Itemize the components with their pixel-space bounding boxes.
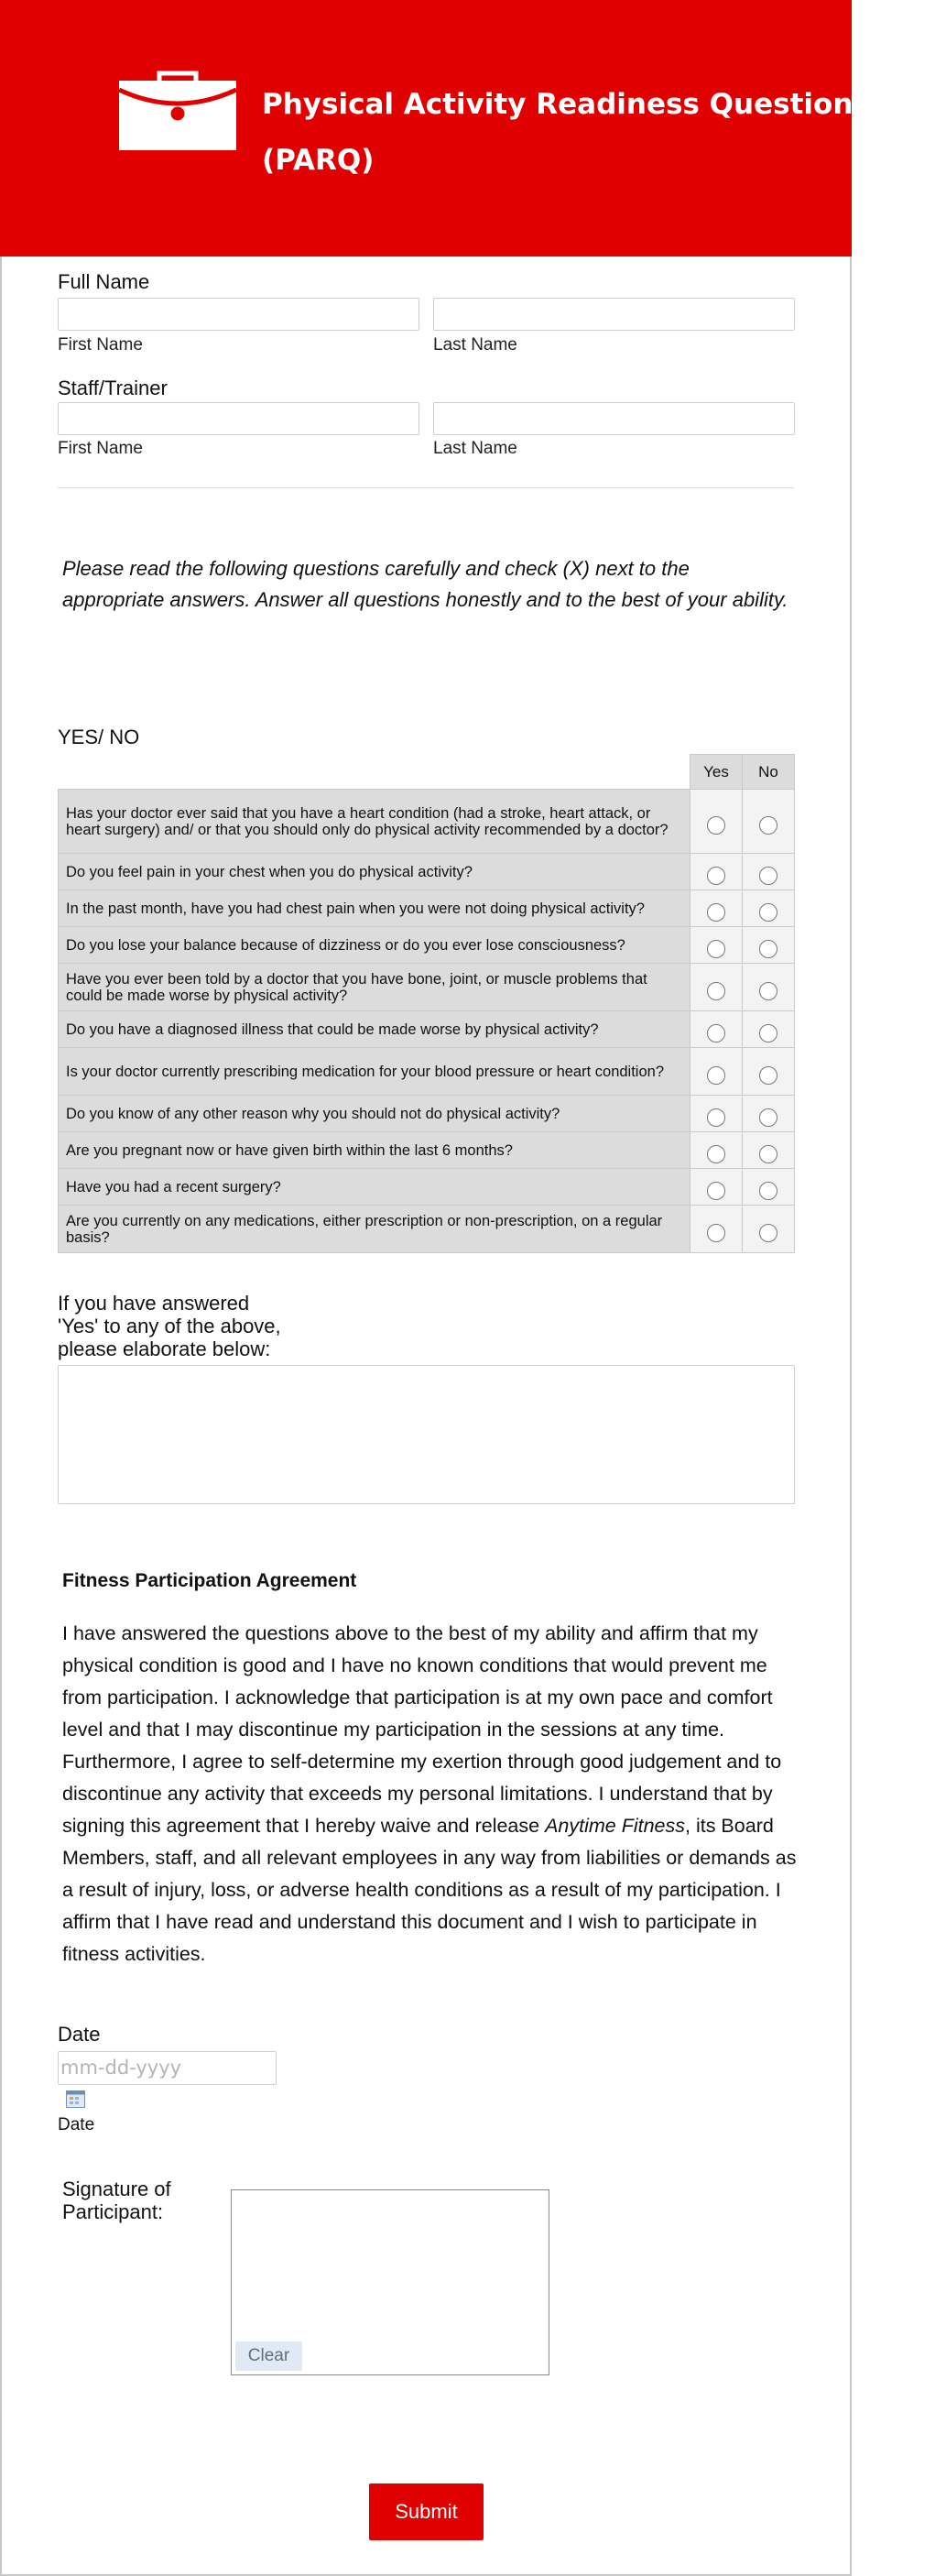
elaborate-label-line3: please elaborate below: [58, 1337, 271, 1360]
agreement-company-name: Anytime Fitness [545, 1815, 686, 1837]
yes-radio-cell [690, 1206, 743, 1253]
yes-radio-cell [690, 854, 743, 890]
elaborate-textarea[interactable] [58, 1365, 795, 1504]
no-radio[interactable] [759, 903, 777, 922]
question-row [59, 1206, 795, 1253]
questionnaire-label: YES/ NO [58, 726, 140, 748]
question-text: Do you know of any other reason why you should not do physical activity? [59, 1096, 690, 1132]
signature-label [62, 2178, 209, 2223]
question-text: Have you ever been told by a doctor that you have bone, joint, or muscle problems that could be made worse by physical activity? [59, 964, 690, 1011]
section-divider [58, 487, 794, 488]
staff-last-sublabel: Last Name [433, 439, 517, 458]
elaborate-label-line2: 'Yes' to any of the above, [58, 1315, 281, 1337]
signature-pad[interactable] [231, 2189, 549, 2375]
question-text: Are you pregnant now or have given birth within the last 6 months? [59, 1132, 690, 1169]
staff-trainer-label: Staff/Trainer [58, 377, 168, 399]
no-radio-cell [743, 890, 795, 927]
question-text: Do you have a diagnosed illness that could be made worse by physical activity? [59, 1011, 690, 1048]
no-radio[interactable] [759, 1066, 777, 1085]
yes-radio[interactable] [707, 940, 725, 958]
agreement-text-part2: , its Board Members, staff, and all relevant employees in any way from liabilities or demands as a result of injury, loss, or adverse health conditions as a result of my participation. I affirm that I have read and understand this document and I wish to participate in fitness activities. [62, 1815, 797, 1965]
questionnaire-table [58, 754, 795, 1253]
table-corner [59, 755, 690, 790]
no-radio-cell [743, 927, 795, 964]
submit-button[interactable]: Submit [369, 2483, 484, 2540]
question-text: Have you had a recent surgery? [59, 1169, 690, 1206]
yes-radio-cell [690, 1048, 743, 1096]
full-name-first-sublabel: First Name [58, 335, 143, 355]
no-radio[interactable] [759, 1145, 777, 1163]
staff-first-sublabel: First Name [58, 439, 143, 458]
no-column-header: No [743, 755, 795, 790]
question-text: Has your doctor ever said that you have a heart condition (had a stroke, heart attack, or heart surgery) and/ or that you should only do physical activity recommended by a doctor? [59, 790, 690, 854]
agreement-text-part1: I have answered the questions above to the best of my ability and affirm that my physical condition is good and I have no known conditions that would prevent me from participation. I acknowledge that participation is at my own pace and comfort level and that I may discontinue my participation in the sessions at any time. Furthermore, I agree to self-determine my exertion through good judgement and to discontinue any activity that exceeds my personal limitations. I understand that by signing this agreement that I hereby waive and release [62, 1622, 782, 1837]
no-radio[interactable] [759, 816, 777, 835]
yes-radio-cell [690, 927, 743, 964]
yes-radio-cell [690, 1132, 743, 1169]
elaborate-label-line1: If you have answered [58, 1292, 250, 1315]
question-row [59, 927, 795, 964]
yes-radio[interactable] [707, 1224, 725, 1242]
question-text: Do you feel pain in your chest when you do physical activity? [59, 854, 690, 890]
question-text: Do you lose your balance because of dizziness or do you ever lose consciousness? [59, 927, 690, 964]
no-radio-cell [743, 1096, 795, 1132]
yes-radio[interactable] [707, 903, 725, 922]
no-radio-cell [743, 1011, 795, 1048]
question-text: In the past month, have you had chest pain when you were not doing physical activity? [59, 890, 690, 927]
full-name-first-input[interactable] [58, 298, 419, 331]
briefcase-icon [119, 71, 236, 150]
yes-radio[interactable] [707, 1182, 725, 1200]
signature-label-line1: Signature of [62, 2178, 171, 2200]
yes-radio[interactable] [707, 1066, 725, 1085]
yes-radio-cell [690, 964, 743, 1011]
no-radio[interactable] [759, 1024, 777, 1042]
form-title-line1: Physical Activity Readiness Questionnaire [262, 88, 935, 121]
no-radio-cell [743, 1169, 795, 1206]
yes-radio[interactable] [707, 816, 725, 835]
yes-column-header: Yes [690, 755, 743, 790]
signature-label-line2: Participant: [62, 2200, 164, 2223]
agreement-title: Fitness Participation Agreement [62, 1570, 357, 1591]
question-row [59, 1169, 795, 1206]
no-radio-cell [743, 1206, 795, 1253]
question-row [59, 790, 795, 854]
question-row [59, 1048, 795, 1096]
question-text: Are you currently on any medications, either prescription or non-prescription, on a regular basis? [59, 1206, 690, 1253]
date-label: Date [58, 2023, 101, 2046]
yes-radio[interactable] [707, 982, 725, 1000]
date-input[interactable]: mm-dd-yyyy [58, 2051, 277, 2085]
yes-radio[interactable] [707, 1024, 725, 1042]
question-text: Is your doctor currently prescribing medication for your blood pressure or heart condition? [59, 1048, 690, 1096]
yes-radio-cell [690, 1169, 743, 1206]
yes-radio-cell [690, 1011, 743, 1048]
calendar-icon[interactable] [66, 2090, 85, 2108]
clear-signature-button[interactable]: Clear [235, 2341, 302, 2371]
no-radio[interactable] [759, 867, 777, 885]
no-radio-cell [743, 790, 795, 854]
question-row [59, 890, 795, 927]
elaborate-label [58, 1292, 296, 1360]
questionnaire-rows [59, 790, 795, 1253]
no-radio[interactable] [759, 1108, 777, 1127]
staff-last-input[interactable] [433, 402, 795, 435]
yes-radio[interactable] [707, 867, 725, 885]
no-radio-cell [743, 854, 795, 890]
question-row [59, 1132, 795, 1169]
no-radio-cell [743, 1048, 795, 1096]
full-name-last-sublabel: Last Name [433, 335, 517, 355]
yes-radio-cell [690, 890, 743, 927]
no-radio[interactable] [759, 982, 777, 1000]
question-row [59, 854, 795, 890]
question-row [59, 1096, 795, 1132]
full-name-label: Full Name [58, 270, 150, 293]
date-sublabel: Date [58, 2115, 95, 2134]
agreement-text [62, 1618, 800, 1970]
no-radio-cell [743, 964, 795, 1011]
yes-radio[interactable] [707, 1108, 725, 1127]
no-radio[interactable] [759, 1182, 777, 1200]
instructions-text: Please read the following questions carefully and check (X) next to the appropriate answers. Answer all questions honestly and to the best of your ability. [62, 557, 788, 611]
no-radio[interactable] [759, 940, 777, 958]
form-title [262, 77, 935, 189]
yes-radio-cell [690, 1096, 743, 1132]
question-row [59, 964, 795, 1011]
staff-first-input[interactable] [58, 402, 419, 435]
no-radio-cell [743, 1132, 795, 1169]
no-radio[interactable] [759, 1224, 777, 1242]
yes-radio[interactable] [707, 1145, 725, 1163]
full-name-last-input[interactable] [433, 298, 795, 331]
form-header [0, 0, 935, 257]
yes-radio-cell [690, 790, 743, 854]
question-row [59, 1011, 795, 1048]
form-title-line2: (PARQ) [262, 144, 375, 177]
